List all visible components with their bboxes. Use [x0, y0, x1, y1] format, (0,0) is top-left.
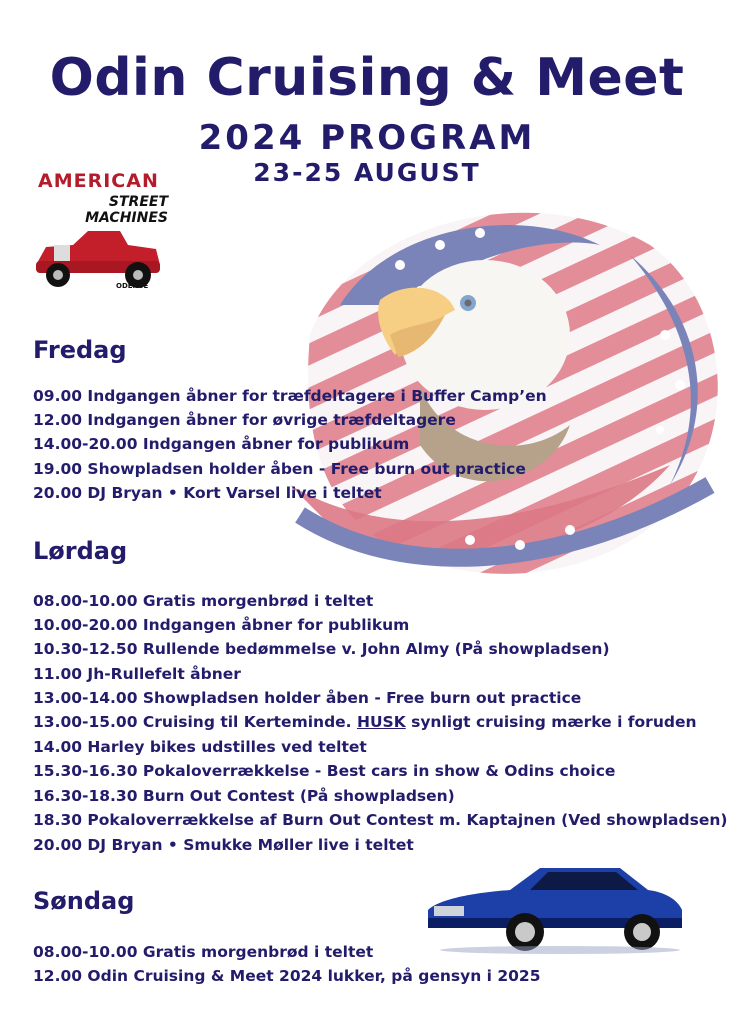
logo-wordmark-mid: STREET MACHINES [85, 194, 168, 226]
schedule-item: 08.00-10.00 Gratis morgenbrød i teltet [33, 592, 374, 610]
schedule-item: 14.00-20.00 Indgangen åbner for publikum [33, 435, 410, 453]
event-dates: 23-25 AUGUST [253, 158, 481, 187]
schedule-item: 09.00 Indgangen åbner for træfdeltagere i Buffer Camp’en [33, 387, 547, 405]
schedule-item: 10.30-12.50 Rullende bedømmelse v. John Almy (På showpladsen) [33, 640, 610, 658]
schedule-item: 14.00 Harley bikes udstilles ved teltet [33, 738, 367, 756]
schedule-item: 19.00 Showpladsen holder åben - Free burn out practice [33, 460, 526, 478]
schedule-item: 11.00 Jh-Rullefelt åbner [33, 665, 241, 683]
day-heading-saturday: Lørdag [33, 537, 128, 565]
schedule-item: 15.30-16.30 Pokaloverrækkelse - Best cars in show & Odins choice [33, 762, 616, 780]
schedule-item: 13.00-14.00 Showpladsen holder åben - Free burn out practice [33, 689, 582, 707]
day-heading-sunday: Søndag [33, 887, 135, 915]
program-heading: 2024 PROGRAM [198, 118, 536, 158]
schedule-item: 18.30 Pokaloverrækkelse af Burn Out Contest m. Kaptajnen (Ved showpladsen) [33, 811, 728, 829]
cruising-time-text: 13.00-15.00 Cruising til Kerteminde. [33, 713, 352, 731]
schedule-item: 12.00 Odin Cruising & Meet 2024 lukker, på gensyn i 2025 [33, 967, 541, 985]
logo-city: ODENSE [116, 282, 149, 290]
schedule-item: 08.00-10.00 Gratis morgenbrød i teltet [33, 943, 374, 961]
american-street-machines-logo [28, 170, 168, 300]
muscle-car-image [420, 860, 685, 955]
logo-wordmark-top: AMERICAN [38, 170, 159, 192]
cruising-note: synligt cruising mærke i foruden [405, 713, 697, 731]
day-heading-friday: Fredag [33, 336, 127, 364]
husk-emphasis: HUSK [356, 713, 406, 731]
schedule-item: 20.00 DJ Bryan • Smukke Møller live i teltet [33, 836, 414, 854]
schedule-item: 10.00-20.00 Indgangen åbner for publikum [33, 616, 410, 634]
schedule-item-cruising [33, 712, 697, 732]
poster-title: Odin Cruising & Meet [49, 48, 685, 108]
schedule-item: 20.00 DJ Bryan • Kort Varsel live i teltet [33, 484, 382, 502]
schedule-item: 16.30-18.30 Burn Out Contest (På showpladsen) [33, 787, 455, 805]
schedule-item: 12.00 Indgangen åbner for øvrige træfdeltagere [33, 411, 456, 429]
